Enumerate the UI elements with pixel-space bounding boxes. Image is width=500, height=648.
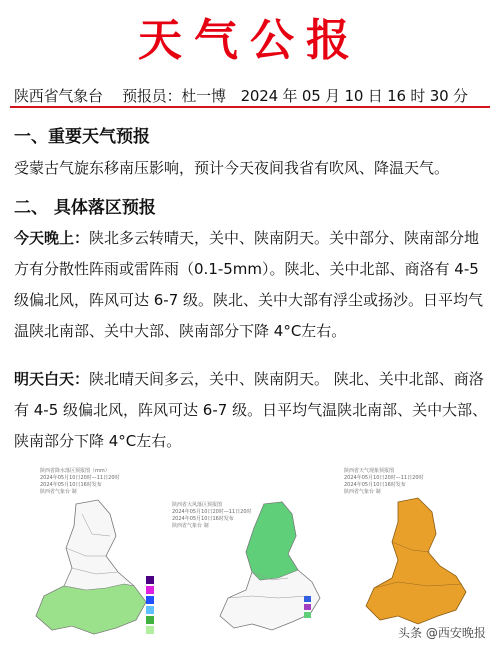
map1-legend bbox=[146, 576, 154, 634]
map1-title: 陕西省降水落区预报图（mm） bbox=[40, 468, 110, 474]
map1-period: 2024年05月10日20时—11日20时 bbox=[40, 475, 120, 481]
precipitation-map bbox=[6, 464, 166, 644]
source-watermark: 头条 @西安晚报 bbox=[398, 626, 486, 640]
map3-graphic bbox=[336, 464, 496, 629]
map1-issued: 2024年05月10日16时发布 bbox=[40, 482, 102, 488]
bulletin-title: 天气公报 bbox=[138, 15, 362, 66]
map3-issued: 2024年05月10日16时发布 bbox=[344, 482, 406, 488]
map2-graphic bbox=[168, 500, 328, 645]
tonight-forecast bbox=[14, 223, 489, 347]
tomorrow-text: 陕北晴天间多云，关中、陕南阴天。 陕北、关中北部、商洛有 4-5 级偏北风，阵风可达 6-7 级。日平均气温陕北南部、关中大部、陕南部分下降 4°C左右。 bbox=[14, 370, 488, 450]
tomorrow-forecast bbox=[14, 364, 489, 457]
map2-period: 2024年05月10日20时—11日20时 bbox=[172, 509, 252, 515]
map2-title: 陕西省大风落区预报图 bbox=[172, 502, 223, 508]
map3-period: 2024年05月10日20时—11日20时 bbox=[344, 475, 424, 481]
weather-phenomena-map bbox=[336, 464, 496, 629]
map2-issued: 2024年05月10日16时发布 bbox=[172, 516, 234, 522]
map2-issuer: 陕西省气象台 制 bbox=[172, 523, 209, 529]
wind-map bbox=[168, 500, 328, 645]
tonight-label: 今天晚上： bbox=[14, 229, 90, 247]
map2-legend bbox=[304, 596, 311, 618]
header-rule bbox=[10, 106, 490, 108]
section2-heading: 二、 具体落区预报 bbox=[14, 198, 156, 218]
forecast-maps bbox=[0, 460, 500, 648]
section1-text: 受蒙古气旋东移南压影响，预计今天夜间我省有吹风、降温天气。 bbox=[14, 159, 450, 177]
map1-issuer: 陕西省气象台 制 bbox=[40, 489, 77, 495]
issuer-info-line: 陕西省气象台 预报员：杜一博 2024 年 05 月 10 日 16 时 30 分 bbox=[14, 87, 468, 105]
map1-graphic bbox=[6, 464, 166, 644]
section1-heading: 一、重要天气预报 bbox=[14, 127, 150, 147]
tonight-text: 陕北多云转晴天，关中、陕南阴天。关中部分、陕南部分地方有分散性阵雨或雷阵雨（0.1-5mm）。陕北、关中北部、商洛有 4-5 级偏北风，阵风可达 6-7 级。陕北、关中大部有浮尘或扬沙。日平均气温陕北南部、关中大部、陕南部分下降 4°C左右。 bbox=[14, 229, 484, 340]
tomorrow-label: 明天白天： bbox=[14, 370, 90, 388]
map3-title: 陕西省天气现象预报图 bbox=[344, 468, 395, 474]
map3-issuer: 陕西省气象台 制 bbox=[344, 489, 381, 495]
